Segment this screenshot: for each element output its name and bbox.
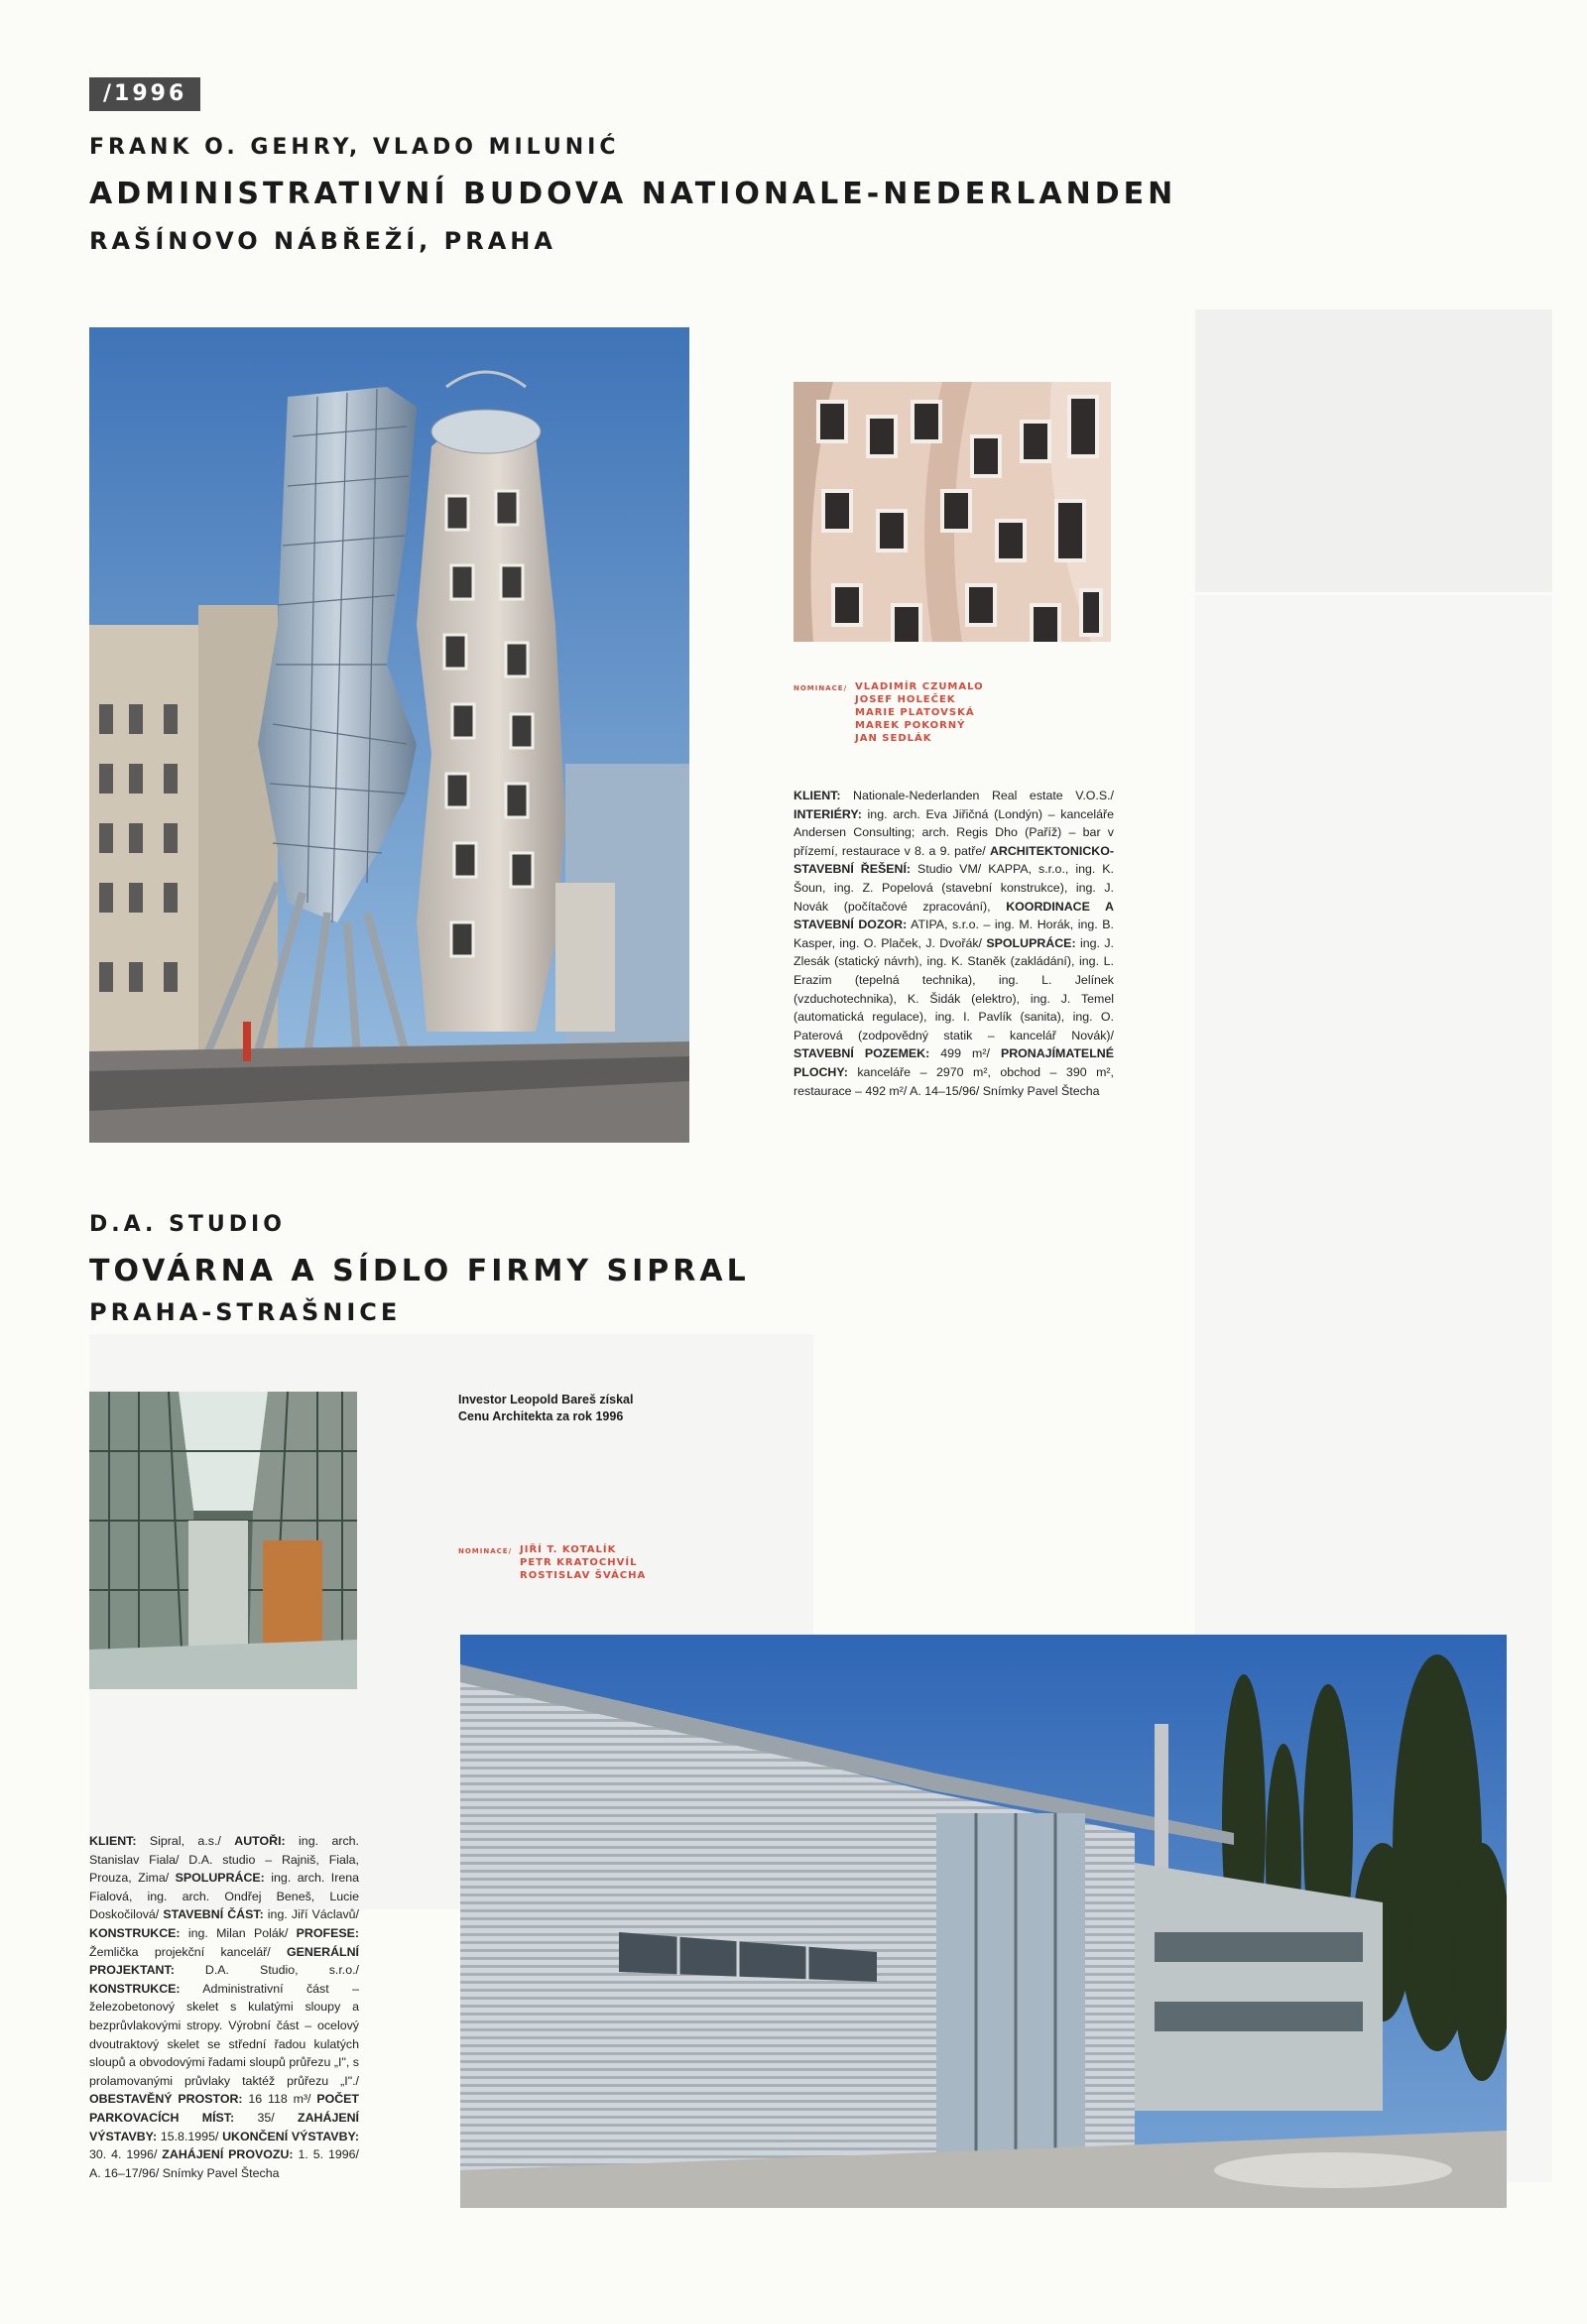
credit-text: D.A. Studio, s.r.o./ [174,1963,359,1978]
credit-text: 35/ [234,2110,299,2125]
credit-text: ATIPA, s.r.o. – ing. M. Horák, ing. B. Kasper, ing. O. Plaček, J. Dvořák/ [794,917,1114,950]
section1-title: ADMINISTRATIVNÍ BUDOVA NATIONALE-NEDERLANDEN [89,177,1177,211]
credit-label: AUTOŘI: [234,1834,286,1848]
credit-text: Administrativní část – železobetonový skelet s kulatými sloupy a bezprůvlakovými stropy. Výrobní část – ocelový dvoutraktový skelet se střední řadou kulatých sloupů a obvodovými řadami sloupů průřezu „I", s prolamovanými průvlaky taktéž průřezu „I"./ [89,1981,359,2088]
section2-location: PRAHA-STRAŠNICE [89,1298,402,1326]
investor-note-line: Cenu Architekta za rok 1996 [458,1409,624,1423]
section1-location: RAŠÍNOVO NÁBŘEŽÍ, PRAHA [89,227,556,255]
nomination-names-list [520,1543,646,1582]
section1-authors: FRANK O. GEHRY, VLADO MILUNIĆ [89,135,620,160]
dancing-house-photo [89,327,689,1143]
credit-text: ing. arch. Stanislav Fiala/ D.A. studio – Rajniš, Fiala, Prouza, Zima/ [89,1834,359,1886]
nominee-name: JIŘÍ T. KOTALÍK [520,1544,617,1555]
section2-nomination [458,1543,706,1582]
credit-text: 30. 4. 1996/ [89,2147,163,2162]
nominee-name: MAREK POKORNÝ [855,720,966,731]
credit-label: PRONAJÍMATELNÉ PLOCHY: [794,1046,1114,1079]
credit-text: ing. arch. Irena Fialová, ing. arch. Ondřej Beneš, Lucie Doskočilová/ [89,1871,359,1922]
nominee-name: PETR KRATOCHVÍL [520,1557,638,1568]
credit-label: KLIENT: [794,789,841,802]
section2-title: TOVÁRNA A SÍDLO FIRMY SIPRAL [89,1254,750,1288]
credit-label: PROFESE: [296,1925,359,1940]
credit-label: INTERIÉRY: [794,806,862,821]
credit-text: 499 m²/ [929,1046,1001,1061]
investor-note-line: Investor Leopold Bareš získal [458,1393,634,1407]
bleed-through-block [1195,309,1552,592]
credit-text: 16 118 m³/ [242,2092,317,2107]
credit-label: OBESTAVĚNÝ PROSTOR: [89,2092,243,2107]
credit-label: ZAHÁJENÍ VÝSTAVBY: [89,2110,359,2143]
credit-label: KONSTRUKCE: [89,1925,181,1940]
credit-label: KOORDINACE A STAVEBNÍ DOZOR: [794,899,1114,932]
section2-credits [89,1832,359,2182]
credit-text: kanceláře – 2970 m², obchod – 390 m², restaurace – 492 m²/ A. 14–15/96/ Snímky Pavel Štecha [794,1064,1114,1098]
nomination-prefix: NOMINACE/ [458,1547,513,1555]
credit-text: 15.8.1995/ [157,2129,223,2143]
facade-detail-photo [794,382,1111,642]
sipral-interior-photo [89,1392,357,1689]
credit-label: KONSTRUKCE: [89,1981,181,1996]
credit-label: ARCHITEKTONICKO-STAVEBNÍ ŘEŠENÍ: [794,843,1114,877]
section2-authors: D.A. STUDIO [89,1212,286,1237]
nominee-name: VLADIMÍR CZUMALO [855,681,984,692]
section1-nomination [794,680,1091,745]
nominee-name: ROSTISLAV ŠVÁCHA [520,1570,647,1581]
credit-text: Žemlička projekční kancelář/ [89,1944,288,1959]
nominee-name: JAN SEDLÁK [855,733,932,744]
credit-label: STAVEBNÍ ČÁST: [163,1907,264,1922]
sipral-exterior-photo [460,1635,1507,2208]
credit-label: POČET PARKOVACÍCH MÍST: [89,2092,359,2125]
nomination-names-list [855,680,984,745]
credit-label: GENERÁLNÍ PROJEKTANT: [89,1944,359,1978]
nomination-prefix: NOMINACE/ [794,684,848,692]
credit-text: ing. Milan Polák/ [180,1925,297,1940]
investor-award-note [458,1392,706,1425]
credit-text: ing. Jiří Václavů/ [263,1907,359,1922]
credit-text: Studio VM/ KAPPA, s.r.o., ing. K. Šoun, ing. Z. Popelová (stavební konstrukce), ing. J. Novák (počítačové zpracování), [794,862,1114,914]
credit-label: SPOLUPRÁCE: [986,935,1076,950]
credit-label: STAVEBNÍ POZEMEK: [794,1046,930,1061]
nominee-name: MARIE PLATOVSKÁ [855,707,975,718]
credit-text: Nationale-Nederlanden Real estate V.O.S./ [840,789,1114,802]
credit-label: UKONČENÍ VÝSTAVBY: [222,2129,359,2143]
section1-credits [794,787,1114,1100]
year-tag: /1996 [89,77,200,111]
credit-text: 1. 5. 1996/ A. 16–17/96/ Snímky Pavel Štecha [89,2147,359,2180]
credit-text: ing. J. Zlesák (statický návrh), ing. K. Staněk (zakládání), ing. L. Erazim (tepelná technika), ing. L. Jelínek (vzduchotechnika), K. Šidák (elektro), ing. J. Temel (automatická regulace), ing. I. Pavlík (sanita), ing. O. Paterová (zodpovědný statik – kancelář Novák)/ [794,935,1114,1042]
credit-label: ZAHÁJENÍ PROVOZU: [162,2147,294,2162]
credit-label: SPOLUPRÁCE: [175,1871,265,1886]
credit-label: KLIENT: [89,1834,137,1848]
credit-text: ing. arch. Eva Jiřičná (Londýn) – kanceláře Andersen Consulting; arch. Regis Dho (Paříž) – bar v přízemí, restaurace v 8. a 9. patře/ [794,806,1114,858]
credit-text: Sipral, a.s./ [136,1834,235,1848]
nominee-name: JOSEF HOLEČEK [855,694,956,705]
